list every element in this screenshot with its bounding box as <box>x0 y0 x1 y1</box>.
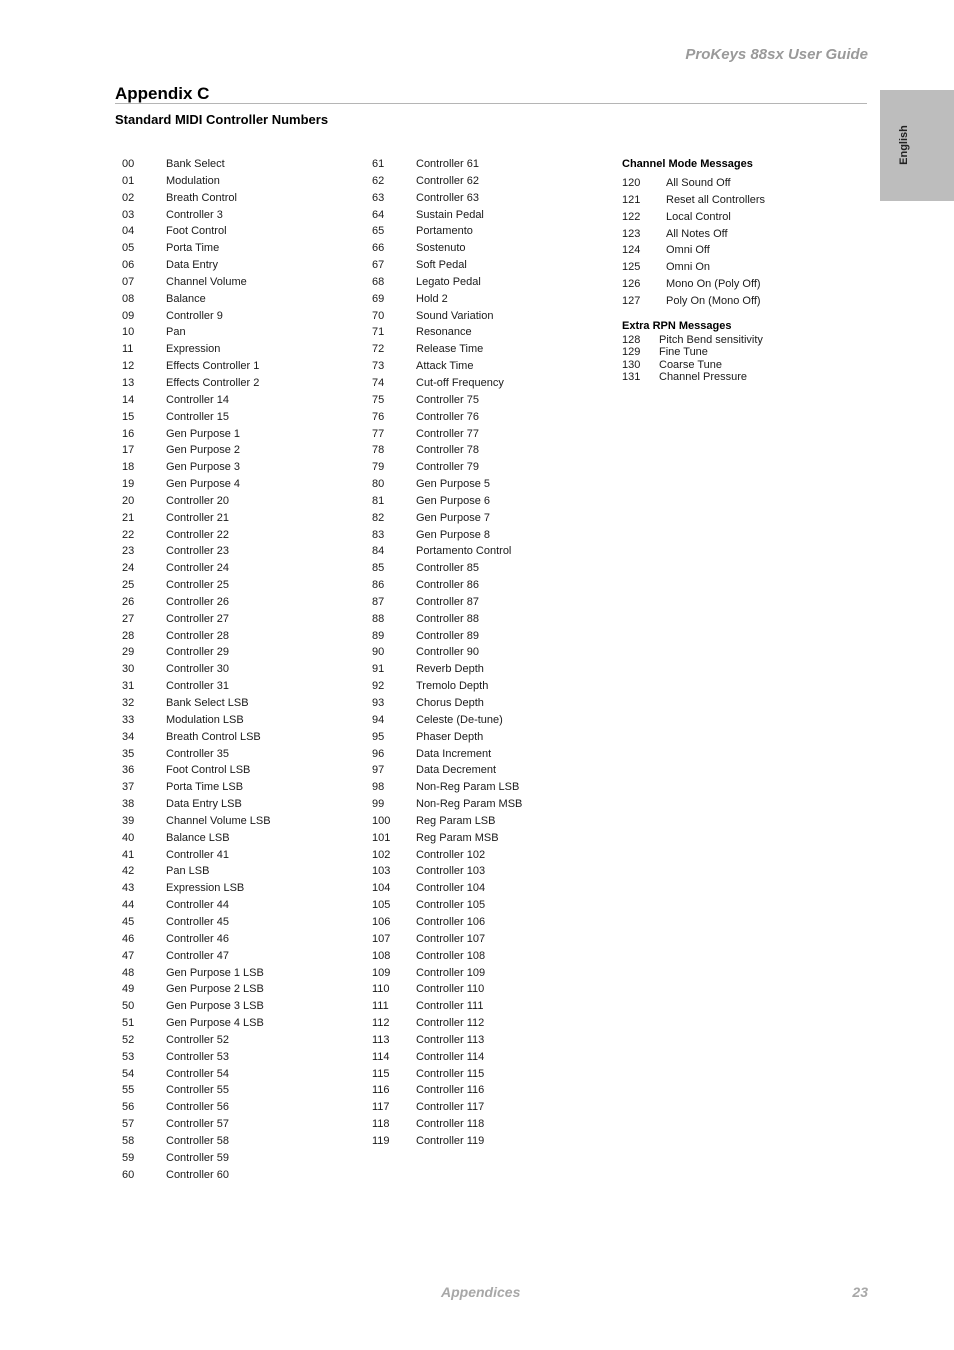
controller-number: 49 <box>122 983 135 996</box>
controller-number: 91 <box>372 663 385 676</box>
controller-name: Hold 2 <box>416 292 448 305</box>
controller-number: 103 <box>372 865 391 878</box>
controller-number: 96 <box>372 747 385 760</box>
controller-number: 22 <box>122 528 135 541</box>
controller-number: 21 <box>122 511 135 524</box>
controller-name: Controller 78 <box>416 444 479 457</box>
controller-name: Gen Purpose 7 <box>416 511 490 524</box>
controller-name: Gen Purpose 3 LSB <box>166 1000 264 1013</box>
controller-name: Pan LSB <box>166 865 210 878</box>
controller-number: 43 <box>122 882 135 895</box>
controller-number: 89 <box>372 629 385 642</box>
controller-name: Controller 28 <box>166 629 229 642</box>
controller-name: Local Control <box>666 210 731 223</box>
controller-name: Controller 63 <box>416 191 479 204</box>
controller-name: Bank Select <box>166 158 225 170</box>
controller-number: 55 <box>122 1084 135 1097</box>
controller-name: Data Decrement <box>416 764 497 777</box>
controller-name: Gen Purpose 2 LSB <box>166 983 264 996</box>
controller-number: 93 <box>372 697 385 709</box>
controller-name: Controller 119 <box>416 1134 485 1147</box>
controller-number: 111 <box>372 1000 389 1013</box>
controller-name: Gen Purpose 1 LSB <box>166 966 264 979</box>
controller-name: Controller 85 <box>416 562 479 575</box>
controller-number: 95 <box>372 730 385 743</box>
controller-name: Controller 30 <box>166 663 229 676</box>
controller-name: Controller 75 <box>416 393 479 406</box>
controller-number: 19 <box>122 478 135 491</box>
controller-number: 104 <box>372 882 391 895</box>
controller-number: 100 <box>372 814 391 827</box>
controller-number: 64 <box>372 208 385 221</box>
controller-number: 98 <box>372 781 385 794</box>
controller-number: 00 <box>122 158 135 170</box>
controller-number: 40 <box>122 831 135 844</box>
controller-number: 12 <box>122 360 135 373</box>
controller-name: Controller 57 <box>166 1118 229 1131</box>
controller-name: Controller 27 <box>166 612 229 625</box>
controller-number: 131 <box>622 371 641 384</box>
controller-number: 05 <box>122 242 135 255</box>
controller-number: 23 <box>122 545 135 558</box>
controller-number: 116 <box>372 1084 390 1097</box>
controller-number: 46 <box>122 932 135 945</box>
controller-number: 129 <box>622 346 641 359</box>
controller-name: Controller 21 <box>166 511 229 524</box>
controller-name: Gen Purpose 2 <box>166 444 240 457</box>
controller-name: Controller 14 <box>166 393 229 406</box>
guide-title: ProKeys 88sx User Guide <box>685 46 868 63</box>
controller-name: Data Increment <box>416 747 492 760</box>
controller-name: Non-Reg Param LSB <box>416 781 520 794</box>
controller-number: 87 <box>372 595 385 608</box>
controller-name: All Notes Off <box>666 227 728 240</box>
controller-number: 37 <box>122 781 135 794</box>
controller-name: Controller 47 <box>166 949 229 962</box>
controller-name: Poly On (Mono Off) <box>666 294 761 307</box>
controller-number: 51 <box>122 1017 135 1030</box>
controller-number: 82 <box>372 511 385 524</box>
controller-number: 76 <box>372 410 385 423</box>
controller-number: 80 <box>372 478 385 491</box>
controller-name: Controller 29 <box>166 646 229 659</box>
controller-name: Controller 15 <box>166 410 229 423</box>
controller-number: 62 <box>372 174 385 187</box>
controller-name: Legato Pedal <box>416 275 481 288</box>
controller-number: 16 <box>122 427 135 440</box>
controller-number: 41 <box>122 848 135 861</box>
controller-name: Gen Purpose 8 <box>416 528 490 541</box>
controller-name: Controller 88 <box>416 612 479 625</box>
controller-name: Controller 76 <box>416 410 479 423</box>
controller-number: 56 <box>122 1101 135 1114</box>
controller-name: Portamento <box>416 225 473 238</box>
controller-number: 01 <box>122 174 135 187</box>
controller-number: 42 <box>122 865 135 878</box>
controller-number: 81 <box>372 494 385 507</box>
controller-number: 90 <box>372 646 385 659</box>
controller-name: All Sound Off <box>666 177 731 189</box>
controller-name: Controller 60 <box>166 1168 229 1181</box>
controller-number: 48 <box>122 966 135 979</box>
controller-number: 38 <box>122 798 135 811</box>
controller-name: Controller 61 <box>416 158 479 170</box>
controller-number: 65 <box>372 225 385 238</box>
controller-number: 61 <box>372 158 385 170</box>
controller-number: 14 <box>122 393 135 406</box>
controller-number: 50 <box>122 1000 135 1013</box>
controller-name: Modulation <box>166 174 220 187</box>
controller-name: Controller 3 <box>166 208 223 221</box>
controller-number: 125 <box>622 261 641 274</box>
controller-name: Controller 9 <box>166 309 223 322</box>
controller-name: Controller 59 <box>166 1151 229 1164</box>
controller-name: Controller 55 <box>166 1084 229 1097</box>
controller-name: Reset all Controllers <box>666 193 766 206</box>
controller-number: 73 <box>372 360 385 373</box>
controller-name: Controller 86 <box>416 579 479 592</box>
controller-number: 85 <box>372 562 385 575</box>
controller-name: Controller 112 <box>416 1017 485 1030</box>
controller-name: Controller 23 <box>166 545 229 558</box>
controller-name: Tremolo Depth <box>416 680 489 693</box>
controller-number: 117 <box>372 1101 390 1114</box>
controller-number: 70 <box>372 309 385 322</box>
page-number: 23 <box>852 1284 868 1300</box>
controller-number: 88 <box>372 612 385 625</box>
controller-number: 113 <box>372 1033 390 1046</box>
controller-name: Chorus Depth <box>416 697 484 709</box>
controller-name: Controller 44 <box>166 899 229 912</box>
controller-name: Foot Control LSB <box>166 764 251 777</box>
controller-name: Controller 109 <box>416 966 486 979</box>
controller-name: Effects Controller 1 <box>166 360 260 373</box>
controller-number: 74 <box>372 376 385 389</box>
controller-number: 57 <box>122 1118 135 1131</box>
controller-name: Breath Control LSB <box>166 730 261 743</box>
controller-name: Controller 62 <box>416 174 479 187</box>
controller-number: 126 <box>622 278 641 291</box>
extra-rpn-title: Extra RPN Messages <box>622 320 732 332</box>
controller-name: Gen Purpose 4 LSB <box>166 1017 264 1030</box>
controller-number: 72 <box>372 343 385 356</box>
controller-name: Portamento Control <box>416 545 512 558</box>
controller-name: Controller 26 <box>166 595 229 608</box>
controller-name: Fine Tune <box>659 346 708 359</box>
controller-name: Controller 90 <box>416 646 479 659</box>
controller-name: Controller 87 <box>416 595 479 608</box>
controller-number: 115 <box>372 1067 390 1080</box>
controller-name: Pitch Bend sensitivity <box>659 334 763 346</box>
controller-name: Reg Param LSB <box>416 814 496 827</box>
controller-number: 97 <box>372 764 385 777</box>
controller-number: 45 <box>122 915 135 928</box>
controller-name: Controller 113 <box>416 1033 485 1046</box>
controller-number: 86 <box>372 579 385 592</box>
controller-number: 83 <box>372 528 385 541</box>
controller-name: Non-Reg Param MSB <box>416 798 523 811</box>
controller-name: Release Time <box>416 343 484 356</box>
controller-name: Controller 108 <box>416 949 486 962</box>
controller-number: 32 <box>122 697 135 709</box>
controller-number: 06 <box>122 259 135 272</box>
controller-name: Controller 105 <box>416 899 486 912</box>
controller-number: 99 <box>372 798 385 811</box>
controller-number: 03 <box>122 208 135 221</box>
controller-number: 69 <box>372 292 385 305</box>
controller-number: 94 <box>372 713 385 726</box>
controller-name: Mono On (Poly Off) <box>666 278 761 291</box>
controller-number: 60 <box>122 1168 135 1181</box>
controller-number: 77 <box>372 427 385 440</box>
controller-number: 112 <box>372 1017 390 1030</box>
controller-number: 27 <box>122 612 135 625</box>
controller-name: Controller 114 <box>416 1050 485 1063</box>
controller-name: Controller 117 <box>416 1101 485 1114</box>
controller-number: 02 <box>122 191 135 204</box>
controller-number: 17 <box>122 444 135 457</box>
page-title: Appendix C <box>115 84 210 103</box>
controller-number: 128 <box>622 334 641 346</box>
controller-number: 09 <box>122 309 135 322</box>
controller-name: Channel Volume <box>166 275 247 288</box>
controller-name: Controller 24 <box>166 562 229 575</box>
controller-name: Porta Time LSB <box>166 781 244 794</box>
controller-name: Coarse Tune <box>659 358 722 371</box>
controller-name: Omni Off <box>666 244 710 257</box>
controller-number: 25 <box>122 579 135 592</box>
controller-number: 109 <box>372 966 391 979</box>
controller-number: 123 <box>622 227 641 240</box>
controller-number: 28 <box>122 629 135 642</box>
section-title: Standard MIDI Controller Numbers <box>115 112 329 127</box>
controller-name: Controller 56 <box>166 1101 229 1114</box>
controller-name: Omni On <box>666 261 711 274</box>
controller-number: 34 <box>122 730 135 743</box>
controller-name: Celeste (De-tune) <box>416 713 503 726</box>
controller-name: Effects Controller 2 <box>166 376 260 389</box>
controller-name: Controller 111 <box>416 1000 484 1013</box>
controller-name: Controller 58 <box>166 1134 229 1147</box>
controller-name: Balance <box>166 292 206 305</box>
controller-name: Controller 106 <box>416 915 486 928</box>
controller-name: Soft Pedal <box>416 259 467 272</box>
controller-name: Controller 41 <box>166 848 229 861</box>
controller-number: 119 <box>372 1134 390 1147</box>
controller-number: 31 <box>122 680 135 693</box>
controller-number: 35 <box>122 747 135 760</box>
controller-name: Gen Purpose 5 <box>416 478 490 491</box>
controller-number: 47 <box>122 949 135 962</box>
controller-name: Controller 110 <box>416 983 485 996</box>
controller-number: 105 <box>372 899 391 912</box>
controller-name: Sound Variation <box>416 309 494 322</box>
controller-name: Pan <box>166 326 186 339</box>
controller-number: 107 <box>372 932 391 945</box>
controller-name: Gen Purpose 6 <box>416 494 490 507</box>
footer-section: Appendices <box>441 1284 521 1300</box>
controller-number: 78 <box>372 444 385 457</box>
controller-number: 108 <box>372 949 391 962</box>
controller-number: 106 <box>372 915 391 928</box>
controller-number: 26 <box>122 595 135 608</box>
controller-number: 52 <box>122 1033 135 1046</box>
controller-number: 127 <box>622 294 641 307</box>
controller-name: Data Entry LSB <box>166 798 242 811</box>
controller-number: 63 <box>372 191 385 204</box>
controller-number: 04 <box>122 225 135 238</box>
controller-name: Gen Purpose 1 <box>166 427 240 440</box>
controller-number: 53 <box>122 1050 135 1063</box>
controller-number: 08 <box>122 292 135 305</box>
controller-number: 59 <box>122 1151 135 1164</box>
controller-name: Modulation LSB <box>166 713 244 726</box>
controller-name: Controller 115 <box>416 1067 485 1080</box>
controller-name: Reverb Depth <box>416 663 484 676</box>
controller-name: Expression <box>166 343 221 356</box>
controller-name: Sustain Pedal <box>416 208 484 221</box>
language-tab <box>880 90 954 201</box>
controller-name: Gen Purpose 3 <box>166 461 240 474</box>
controller-number: 54 <box>122 1067 135 1080</box>
controller-number: 67 <box>372 259 385 272</box>
controller-name: Controller 104 <box>416 882 486 895</box>
channel-mode-title: Channel Mode Messages <box>622 158 753 170</box>
controller-number: 121 <box>622 193 641 206</box>
language-tab-label: English <box>898 125 910 165</box>
controller-name: Balance LSB <box>166 831 230 844</box>
controller-name: Reg Param MSB <box>416 831 499 844</box>
controller-name: Porta Time <box>166 242 220 255</box>
controller-name: Breath Control <box>166 191 237 204</box>
controller-name: Controller 46 <box>166 932 229 945</box>
controller-number: 11 <box>122 343 134 356</box>
controller-number: 29 <box>122 646 135 659</box>
controller-number: 33 <box>122 713 135 726</box>
controller-name: Controller 22 <box>166 528 229 541</box>
controller-name: Controller 103 <box>416 865 486 878</box>
controller-number: 101 <box>372 831 391 844</box>
controller-name: Gen Purpose 4 <box>166 478 240 491</box>
controller-name: Resonance <box>416 326 472 339</box>
controller-name: Phaser Depth <box>416 730 484 743</box>
controller-name: Controller 102 <box>416 848 486 861</box>
controller-number: 20 <box>122 494 135 507</box>
controller-name: Controller 89 <box>416 629 479 642</box>
controller-name: Data Entry <box>166 259 218 272</box>
title-divider <box>115 103 867 104</box>
controller-name: Controller 53 <box>166 1050 229 1063</box>
controller-number: 66 <box>372 242 385 255</box>
controller-name: Controller 25 <box>166 579 229 592</box>
controller-number: 130 <box>622 358 641 371</box>
controller-number: 79 <box>372 461 385 474</box>
controller-number: 92 <box>372 680 385 693</box>
controller-number: 122 <box>622 210 641 223</box>
controller-number: 102 <box>372 848 391 861</box>
controller-name: Controller 35 <box>166 747 229 760</box>
controller-number: 118 <box>372 1118 390 1131</box>
controller-number: 75 <box>372 393 385 406</box>
controller-number: 10 <box>122 326 135 339</box>
controller-number: 24 <box>122 562 135 575</box>
controller-number: 44 <box>122 899 135 912</box>
controller-name: Controller 45 <box>166 915 229 928</box>
controller-name: Controller 118 <box>416 1118 485 1131</box>
controller-name: Channel Pressure <box>659 371 748 384</box>
controller-number: 39 <box>122 814 135 827</box>
controller-number: 07 <box>122 275 135 288</box>
controller-number: 120 <box>622 177 641 189</box>
controller-name: Controller 116 <box>416 1084 485 1097</box>
controller-name: Controller 20 <box>166 494 229 507</box>
controller-number: 110 <box>372 983 390 996</box>
controller-number: 68 <box>372 275 385 288</box>
controller-name: Controller 79 <box>416 461 479 474</box>
controller-number: 58 <box>122 1134 135 1147</box>
controller-number: 36 <box>122 764 135 777</box>
controller-number: 30 <box>122 663 135 676</box>
controller-name: Controller 107 <box>416 932 486 945</box>
controller-name: Foot Control <box>166 225 227 238</box>
controller-name: Channel Volume LSB <box>166 814 271 827</box>
controller-name: Bank Select LSB <box>166 697 249 709</box>
controller-name: Expression LSB <box>166 882 245 895</box>
controller-name: Cut-off Frequency <box>416 376 504 389</box>
controller-name: Controller 31 <box>166 680 229 693</box>
controller-name: Controller 77 <box>416 427 479 440</box>
controller-number: 71 <box>372 326 385 339</box>
controller-number: 124 <box>622 244 641 257</box>
controller-name: Attack Time <box>416 360 474 373</box>
controller-name: Controller 54 <box>166 1067 229 1080</box>
controller-number: 114 <box>372 1050 390 1063</box>
controller-number: 84 <box>372 545 385 558</box>
controller-name: Sostenuto <box>416 242 466 255</box>
controller-number: 13 <box>122 376 135 389</box>
controller-number: 15 <box>122 410 135 423</box>
controller-name: Controller 52 <box>166 1033 229 1046</box>
controller-number: 18 <box>122 461 135 474</box>
